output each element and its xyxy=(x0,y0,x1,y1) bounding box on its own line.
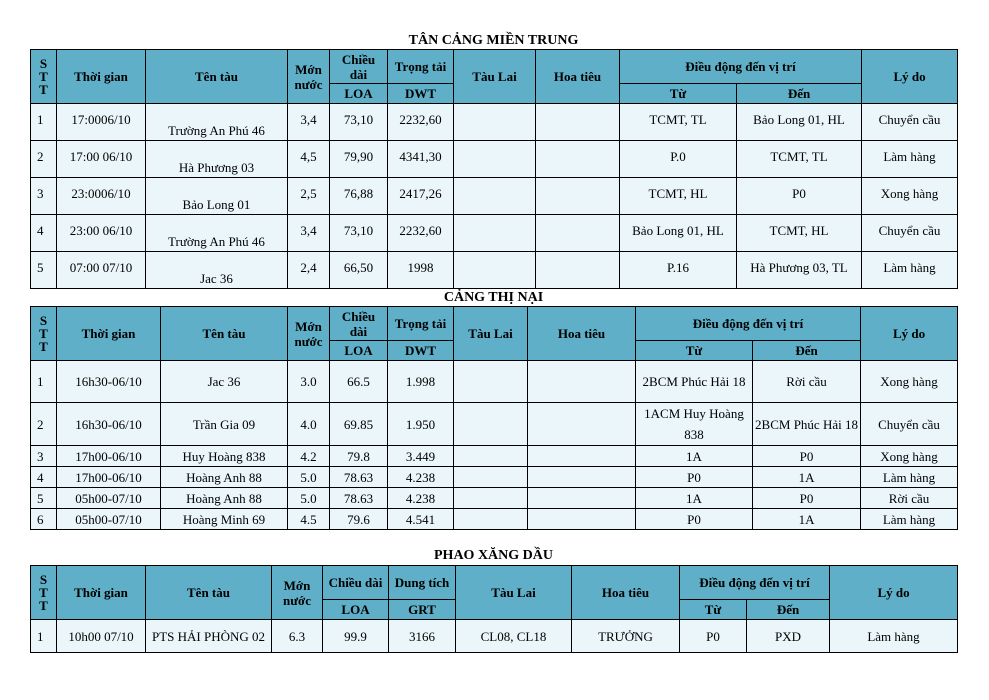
cell-draft: 3,4 xyxy=(288,215,330,252)
header-draft: Mớn nước xyxy=(288,50,330,104)
cell-loa: 73,10 xyxy=(330,104,388,141)
table-row xyxy=(31,446,958,467)
cell-loa: 69.85 xyxy=(330,403,388,446)
cell-loa: 99.9 xyxy=(323,620,389,653)
cell-stt: 2 xyxy=(31,403,57,446)
cell-to: P0 xyxy=(753,446,861,467)
cell-to: Bảo Long 01, HL xyxy=(737,104,862,141)
cell-reason: Làm hàng xyxy=(862,141,958,178)
header-from: Từ xyxy=(680,600,747,620)
cell-loa: 79.8 xyxy=(330,446,388,467)
header-stt: S T T xyxy=(31,566,57,620)
cell-time: 05h00-07/10 xyxy=(57,488,161,509)
cell-time: 16h30-06/10 xyxy=(57,403,161,446)
header-reason: Lý do xyxy=(830,566,958,620)
cell-stt: 1 xyxy=(31,104,57,141)
cell-loa: 79.6 xyxy=(330,509,388,530)
header-length-unit: LOA xyxy=(330,84,388,104)
cell-pilot xyxy=(528,509,636,530)
cell-to: Rời cầu xyxy=(753,361,861,403)
schedule-table-phao-xang-dau xyxy=(30,565,958,653)
cell-from: P0 xyxy=(636,467,753,488)
cell-ship: Bảo Long 01 xyxy=(146,178,288,215)
cell-ship: Hà Phương 03 xyxy=(146,141,288,178)
table-row xyxy=(31,215,958,252)
cell-tug xyxy=(454,215,536,252)
cell-loa: 66.5 xyxy=(330,361,388,403)
cell-dwt: 2232,60 xyxy=(388,215,454,252)
header-from: Từ xyxy=(620,84,737,104)
cell-dwt: 2417,26 xyxy=(388,178,454,215)
table-row xyxy=(31,403,958,446)
header-tonnage: Trọng tải xyxy=(388,50,454,84)
cell-tug xyxy=(454,446,528,467)
cell-draft: 5.0 xyxy=(288,488,330,509)
cell-stt: 5 xyxy=(31,488,57,509)
table-row xyxy=(31,252,958,289)
cell-from: 1A xyxy=(636,446,753,467)
header-to: Đến xyxy=(747,600,830,620)
cell-reason: Làm hàng xyxy=(862,252,958,289)
header-stt: S T T xyxy=(31,50,57,104)
cell-from: TCMT, TL xyxy=(620,104,737,141)
cell-reason: Xong hàng xyxy=(861,446,958,467)
cell-draft: 2,5 xyxy=(288,178,330,215)
cell-tug xyxy=(454,252,536,289)
cell-from: Bảo Long 01, HL xyxy=(620,215,737,252)
cell-draft: 2,4 xyxy=(288,252,330,289)
cell-stt: 5 xyxy=(31,252,57,289)
cell-from: P0 xyxy=(636,509,753,530)
cell-draft: 4.0 xyxy=(288,403,330,446)
header-tug: Tàu Lai xyxy=(454,307,528,361)
cell-dwt: 1998 xyxy=(388,252,454,289)
header-length-unit: LOA xyxy=(330,341,388,361)
table-row xyxy=(31,104,958,141)
cell-loa: 66,50 xyxy=(330,252,388,289)
header-length: Chiều dài xyxy=(323,566,389,600)
cell-pilot xyxy=(536,104,620,141)
schedule-table-thi-nai xyxy=(30,306,958,530)
cell-ship: Jac 36 xyxy=(146,252,288,289)
cell-ship: Hoàng Anh 88 xyxy=(161,467,288,488)
header-to: Đến xyxy=(737,84,862,104)
cell-reason: Rời cầu xyxy=(861,488,958,509)
cell-tug: CL08, CL18 xyxy=(456,620,572,653)
cell-time: 23:0006/10 xyxy=(57,178,146,215)
header-pilot: Hoa tiêu xyxy=(572,566,680,620)
header-draft: Mớn nước xyxy=(272,566,323,620)
cell-dwt: 3.449 xyxy=(388,446,454,467)
header-from: Từ xyxy=(636,341,753,361)
cell-draft: 4.2 xyxy=(288,446,330,467)
cell-from: 2BCM Phúc Hải 18 xyxy=(636,361,753,403)
cell-dwt: 4.238 xyxy=(388,488,454,509)
header-tonnage-unit: GRT xyxy=(389,600,456,620)
cell-pilot xyxy=(528,488,636,509)
header-time: Thời gian xyxy=(57,50,146,104)
section-title-tan-cang: TÂN CẢNG MIỀN TRUNG xyxy=(408,33,579,48)
cell-from: P.16 xyxy=(620,252,737,289)
header-length: Chiều dài xyxy=(330,50,388,84)
cell-reason: Làm hàng xyxy=(830,620,958,653)
table-row xyxy=(31,509,958,530)
cell-time: 17:0006/10 xyxy=(57,104,146,141)
cell-dwt: 4.238 xyxy=(388,467,454,488)
cell-pilot xyxy=(536,178,620,215)
cell-ship: Hoàng Minh 69 xyxy=(161,509,288,530)
cell-loa: 76,88 xyxy=(330,178,388,215)
header-tonnage-unit: DWT xyxy=(388,341,454,361)
cell-dwt: 1.998 xyxy=(388,361,454,403)
cell-to: Hà Phương 03, TL xyxy=(737,252,862,289)
header-stt: S T T xyxy=(31,307,57,361)
section-title-phao-xang-dau: PHAO XĂNG DẦU xyxy=(434,548,553,563)
header-reason: Lý do xyxy=(861,307,958,361)
cell-to: P0 xyxy=(737,178,862,215)
cell-stt: 1 xyxy=(31,620,57,653)
cell-tug xyxy=(454,178,536,215)
header-tonnage: Trọng tải xyxy=(388,307,454,341)
cell-reason: Chuyển cầu xyxy=(861,403,958,446)
cell-time: 10h00 07/10 xyxy=(57,620,146,653)
header-ship: Tên tàu xyxy=(146,50,288,104)
header-tonnage-unit: DWT xyxy=(388,84,454,104)
cell-loa: 78.63 xyxy=(330,467,388,488)
header-ship: Tên tàu xyxy=(161,307,288,361)
cell-reason: Xong hàng xyxy=(861,361,958,403)
header-ship: Tên tàu xyxy=(146,566,272,620)
cell-ship: Hoàng Anh 88 xyxy=(161,488,288,509)
header-move: Điều động đến vị trí xyxy=(680,566,830,600)
cell-ship: Trần Gia 09 xyxy=(161,403,288,446)
cell-to: P0 xyxy=(753,488,861,509)
schedule-table-tan-cang xyxy=(30,49,958,289)
cell-pilot xyxy=(528,361,636,403)
cell-draft: 4,5 xyxy=(288,141,330,178)
header-tug: Tàu Lai xyxy=(454,50,536,104)
header-tonnage: Dung tích xyxy=(389,566,456,600)
header-time: Thời gian xyxy=(57,566,146,620)
cell-loa: 73,10 xyxy=(330,215,388,252)
cell-stt: 4 xyxy=(31,215,57,252)
cell-to: TCMT, TL xyxy=(737,141,862,178)
cell-time: 05h00-07/10 xyxy=(57,509,161,530)
cell-pilot xyxy=(528,446,636,467)
cell-reason: Làm hàng xyxy=(861,509,958,530)
cell-tug xyxy=(454,488,528,509)
cell-reason: Xong hàng xyxy=(862,178,958,215)
cell-pilot xyxy=(536,252,620,289)
cell-ship: Trường An Phú 46 xyxy=(146,104,288,141)
table-row xyxy=(31,620,958,653)
cell-draft: 3.0 xyxy=(288,361,330,403)
cell-draft: 3,4 xyxy=(288,104,330,141)
cell-dwt: 2232,60 xyxy=(388,104,454,141)
cell-stt: 3 xyxy=(31,178,57,215)
cell-draft: 6.3 xyxy=(272,620,323,653)
cell-pilot xyxy=(528,467,636,488)
cell-from: 1ACM Huy Hoàng 838 xyxy=(636,403,753,446)
cell-to: 2BCM Phúc Hải 18 xyxy=(753,403,861,446)
cell-tug xyxy=(454,361,528,403)
cell-from: 1A xyxy=(636,488,753,509)
cell-pilot: TRƯỞNG xyxy=(572,620,680,653)
header-move: Điều động đến vị trí xyxy=(636,307,861,341)
cell-ship: Trường An Phú 46 xyxy=(146,215,288,252)
table-row xyxy=(31,141,958,178)
header-time: Thời gian xyxy=(57,307,161,361)
table-row xyxy=(31,488,958,509)
table-row xyxy=(31,361,958,403)
cell-dwt: 4341,30 xyxy=(388,141,454,178)
cell-time: 17:00 06/10 xyxy=(57,141,146,178)
cell-dwt: 3166 xyxy=(389,620,456,653)
cell-draft: 5.0 xyxy=(288,467,330,488)
cell-pilot xyxy=(536,141,620,178)
header-reason: Lý do xyxy=(862,50,958,104)
cell-tug xyxy=(454,403,528,446)
cell-draft: 4.5 xyxy=(288,509,330,530)
cell-to: 1A xyxy=(753,509,861,530)
header-draft: Mớn nước xyxy=(288,307,330,361)
header-to: Đến xyxy=(753,341,861,361)
table-row xyxy=(31,178,958,215)
cell-time: 16h30-06/10 xyxy=(57,361,161,403)
header-move: Điều động đến vị trí xyxy=(620,50,862,84)
cell-to: PXD xyxy=(747,620,830,653)
cell-loa: 79,90 xyxy=(330,141,388,178)
cell-tug xyxy=(454,509,528,530)
cell-ship: Jac 36 xyxy=(161,361,288,403)
cell-time: 07:00 07/10 xyxy=(57,252,146,289)
cell-pilot xyxy=(536,215,620,252)
cell-dwt: 1.950 xyxy=(388,403,454,446)
cell-time: 17h00-06/10 xyxy=(57,467,161,488)
header-tug: Tàu Lai xyxy=(456,566,572,620)
cell-to: 1A xyxy=(753,467,861,488)
cell-tug xyxy=(454,104,536,141)
cell-tug xyxy=(454,467,528,488)
cell-ship: Huy Hoàng 838 xyxy=(161,446,288,467)
cell-time: 17h00-06/10 xyxy=(57,446,161,467)
cell-pilot xyxy=(528,403,636,446)
cell-ship: PTS HẢI PHÒNG 02 xyxy=(146,620,272,653)
cell-reason: Chuyển cầu xyxy=(862,215,958,252)
header-pilot: Hoa tiêu xyxy=(536,50,620,104)
cell-to: TCMT, HL xyxy=(737,215,862,252)
cell-from: P.0 xyxy=(620,141,737,178)
cell-stt: 4 xyxy=(31,467,57,488)
cell-reason: Chuyển cầu xyxy=(862,104,958,141)
cell-stt: 6 xyxy=(31,509,57,530)
section-title-thi-nai: CẢNG THỊ NẠI xyxy=(443,290,544,305)
header-length-unit: LOA xyxy=(323,600,389,620)
cell-stt: 1 xyxy=(31,361,57,403)
cell-dwt: 4.541 xyxy=(388,509,454,530)
cell-stt: 3 xyxy=(31,446,57,467)
header-length: Chiều dài xyxy=(330,307,388,341)
cell-loa: 78.63 xyxy=(330,488,388,509)
cell-time: 23:00 06/10 xyxy=(57,215,146,252)
header-pilot: Hoa tiêu xyxy=(528,307,636,361)
cell-from: TCMT, HL xyxy=(620,178,737,215)
cell-reason: Làm hàng xyxy=(861,467,958,488)
cell-tug xyxy=(454,141,536,178)
table-row xyxy=(31,467,958,488)
cell-stt: 2 xyxy=(31,141,57,178)
cell-from: P0 xyxy=(680,620,747,653)
